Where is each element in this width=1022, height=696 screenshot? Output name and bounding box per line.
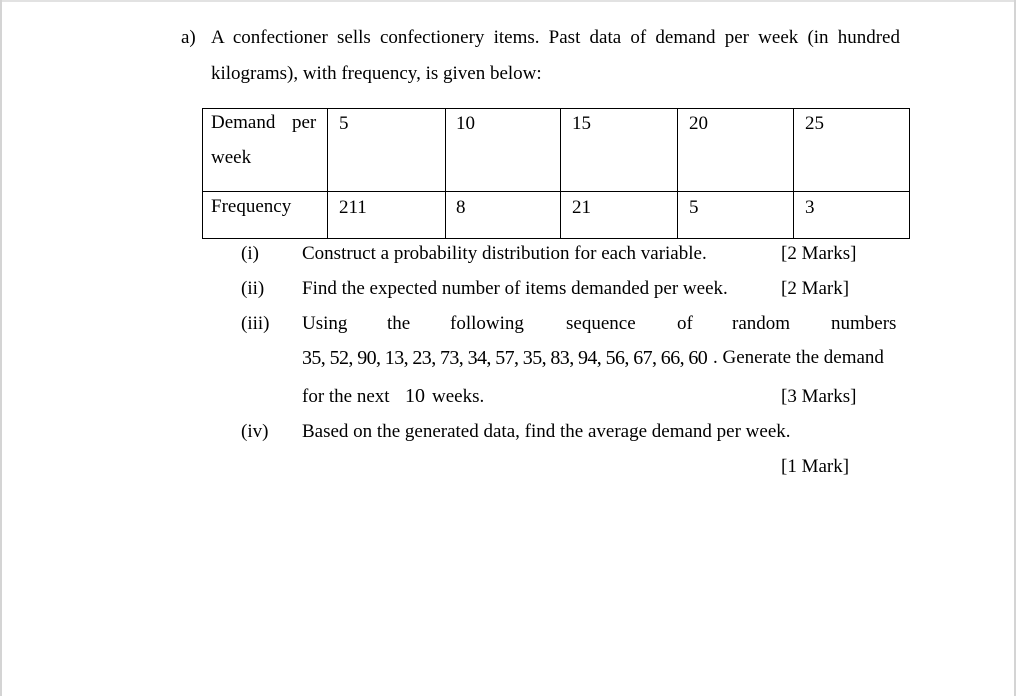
random-number-sequence: 35, 52, 90, 13, 23, 73, 34, 57, 35, 83, 94, 56, 67, 66, 60 [302, 347, 708, 369]
demand-header-word-1: Demand [211, 112, 276, 133]
demand-value: 5 [339, 113, 349, 134]
part-number: (iv) [241, 421, 269, 442]
part-number: (i) [241, 243, 259, 264]
page-right-border [1014, 0, 1016, 696]
question-line-2: kilograms), with frequency, is given below: [211, 63, 542, 84]
demand-value: 25 [805, 113, 824, 134]
frequency-value: 21 [572, 197, 591, 218]
demand-frequency-table [202, 108, 910, 239]
part-word: of [677, 313, 693, 334]
part-text: Construct a probability distribution for each variable. [302, 243, 707, 264]
demand-value: 15 [572, 113, 591, 134]
question-label: a) [181, 27, 196, 48]
part-word: sequence [566, 313, 636, 334]
table-col-divider [677, 109, 678, 238]
part-text: for the next [302, 386, 390, 407]
demand-value: 10 [456, 113, 475, 134]
part-word: Using [302, 313, 348, 334]
part-text: weeks. [432, 386, 485, 407]
frequency-value: 8 [456, 197, 466, 218]
frequency-value: 3 [805, 197, 815, 218]
part-marks: [1 Mark] [781, 456, 850, 477]
table-col-divider [327, 109, 328, 238]
page-top-border [0, 0, 1016, 2]
table-col-divider [560, 109, 561, 238]
part-word: numbers [831, 313, 897, 334]
frequency-value: 211 [339, 197, 367, 218]
week-count: 10 [405, 385, 425, 407]
demand-value: 20 [689, 113, 708, 134]
part-marks: [3 Marks] [781, 386, 857, 407]
part-marks: [2 Marks] [781, 243, 857, 264]
frequency-value: 5 [689, 197, 699, 218]
table-col-divider [445, 109, 446, 238]
frequency-header: Frequency [211, 196, 292, 217]
demand-header-word-3: week [211, 147, 252, 168]
part-number: (iii) [241, 313, 270, 334]
part-text: Based on the generated data, find the average demand per week. [302, 421, 791, 442]
part-word: the [387, 313, 411, 334]
part-word: following [450, 313, 524, 334]
table-col-divider [793, 109, 794, 238]
part-number: (ii) [241, 278, 265, 299]
question-line-1: A confectioner sells confectionery items. Past data of demand per week (in hundred [211, 27, 900, 48]
demand-header-word-2: per [292, 112, 317, 133]
page-left-border [0, 0, 2, 696]
part-word: random [732, 313, 791, 334]
part-marks: [2 Mark] [781, 278, 850, 299]
part-text: . Generate the demand [713, 347, 884, 368]
part-text: Find the expected number of items demanded per week. [302, 278, 728, 299]
table-row-divider [203, 191, 909, 192]
